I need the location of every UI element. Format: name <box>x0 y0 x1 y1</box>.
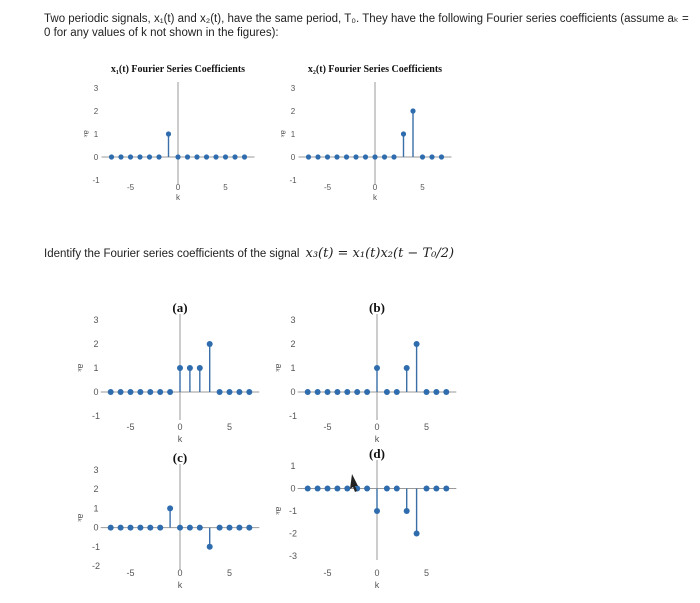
stem-marker-x2 <box>325 154 330 159</box>
stem-marker-c <box>157 525 163 531</box>
stem-marker-b <box>305 389 311 395</box>
stem-marker-x1 <box>223 154 228 159</box>
stem-marker-b <box>404 365 410 371</box>
stem-marker-b <box>414 341 420 347</box>
y-axis-label-d: aₖ <box>274 506 284 516</box>
stem-marker-b <box>433 389 439 395</box>
stem-marker-x1 <box>213 154 218 159</box>
x-tick-label-x1: 0 <box>175 183 181 192</box>
equation: x₃(t) = x₁(t)x₂(t − T₀/2) <box>305 246 455 261</box>
stem-marker-c <box>147 525 153 531</box>
stem-marker-c <box>187 525 193 531</box>
stem-marker-x1 <box>185 154 190 159</box>
chart-title-a: (a) <box>172 300 188 315</box>
stem-marker-x2 <box>401 131 406 136</box>
y-tick-label-d: 1 <box>290 461 296 471</box>
y-tick-label-c: 3 <box>93 465 99 475</box>
stem-marker-a <box>157 389 163 395</box>
stem-marker-a <box>217 389 223 395</box>
stem-marker-c <box>108 525 114 531</box>
y-tick-label-c: -2 <box>91 561 101 571</box>
x-tick-label-a: 5 <box>226 422 233 432</box>
x-tick-label-b: 5 <box>423 422 430 432</box>
stem-marker-x2 <box>315 154 320 159</box>
stem-marker-b <box>374 365 380 371</box>
stem-marker-d <box>344 486 350 492</box>
y-tick-label-d: -1 <box>288 506 298 516</box>
y-tick-label-d: 0 <box>290 483 296 494</box>
stem-marker-x2 <box>382 154 387 159</box>
stem-marker-b <box>344 389 350 395</box>
stem-marker-x1 <box>156 154 161 159</box>
y-tick-label-c: -1 <box>91 541 101 552</box>
stem-marker-x2 <box>306 154 311 159</box>
y-tick-label-x2: 2 <box>290 107 296 116</box>
stem-marker-x1 <box>118 154 123 159</box>
stem-marker-b <box>443 389 449 395</box>
y-tick-label-x1: -1 <box>92 176 100 185</box>
stem-marker-a <box>227 389 233 395</box>
y-tick-label-b: 0 <box>290 387 296 397</box>
stem-marker-x1 <box>109 154 114 159</box>
y-tick-label-x1: 3 <box>93 84 99 93</box>
stem-marker-a <box>197 365 203 371</box>
y-tick-label-x1: 2 <box>93 107 99 116</box>
y-tick-label-x2: 0 <box>290 153 296 162</box>
y-tick-label-c: 1 <box>93 503 99 514</box>
stem-marker-c <box>197 525 203 531</box>
stem-marker-a <box>167 389 173 395</box>
y-axis-label-c: aₖ <box>76 513 86 523</box>
x-axis-label-c: k <box>177 580 183 590</box>
y-tick-label-b: 3 <box>290 315 296 325</box>
x-tick-label-b: -5 <box>323 422 332 432</box>
y-tick-label-a: 2 <box>93 339 99 349</box>
stem-marker-c <box>236 525 242 531</box>
x-tick-label-d: -5 <box>323 568 332 578</box>
stem-marker-b <box>354 389 360 395</box>
stem-marker-c <box>217 525 223 531</box>
stem-marker-a <box>118 389 124 395</box>
stem-marker-a <box>207 341 213 347</box>
stem-marker-x2 <box>372 154 377 159</box>
x-axis-label-d: k <box>374 580 380 590</box>
stem-marker-d <box>325 486 331 492</box>
stem-marker-x1 <box>194 154 199 159</box>
stem-marker-x1 <box>242 154 247 159</box>
y-tick-label-a: 1 <box>93 363 99 373</box>
stem-marker-b <box>315 389 321 395</box>
stem-marker-b <box>384 389 390 395</box>
stem-marker-x2 <box>420 154 425 159</box>
x-tick-label-d: 5 <box>423 568 430 578</box>
y-axis-label-b: aₖ <box>274 363 284 373</box>
stem-marker-c <box>246 525 252 531</box>
y-tick-label-a: 0 <box>93 387 99 397</box>
stem-marker-x1 <box>147 154 152 159</box>
y-tick-label-x1: 0 <box>93 153 99 162</box>
stem-marker-a <box>236 389 242 395</box>
x-tick-label-d: 0 <box>374 568 380 578</box>
x-axis-label-x2: k <box>373 193 377 202</box>
stem-marker-x1 <box>128 154 133 159</box>
stem-marker-d <box>374 508 380 514</box>
y-tick-label-a: 3 <box>93 315 99 325</box>
chart-title-b: (b) <box>369 300 385 315</box>
stem-marker-a <box>128 389 134 395</box>
y-tick-label-x2: 1 <box>290 130 296 139</box>
x-tick-label-x2: -5 <box>323 183 332 192</box>
stem-marker-x1 <box>232 154 237 159</box>
stem-marker-b <box>394 389 400 395</box>
y-tick-label-d: -2 <box>288 528 298 539</box>
x-tick-label-x1: 5 <box>223 183 228 192</box>
x-tick-label-a: 0 <box>177 422 183 432</box>
y-tick-label-b: -1 <box>288 411 298 421</box>
stem-marker-c <box>227 525 233 531</box>
stem-marker-d <box>433 486 439 492</box>
stem-marker-d <box>424 486 430 492</box>
stem-marker-x1 <box>166 131 171 136</box>
stem-marker-d <box>334 486 340 492</box>
stem-marker-c <box>118 525 124 531</box>
stem-marker-c <box>167 505 173 511</box>
stem-marker-a <box>137 389 143 395</box>
stem-marker-d <box>394 486 400 492</box>
y-tick-label-c: 0 <box>93 522 99 533</box>
chart-title-x1: x₁(t) Fourier Series Coefficients <box>110 64 246 75</box>
stem-marker-b <box>424 389 430 395</box>
x-tick-label-a: -5 <box>126 422 135 432</box>
y-axis-label-a: aₖ <box>76 363 86 373</box>
x-tick-label-b: 0 <box>374 422 380 432</box>
problem-statement: Two periodic signals, x₁(t) and x₂(t), have the same period, T₀. They have the following Fourier series coefficients (assume aₖ = 0 for any values of k not shown in the figures): <box>44 13 689 39</box>
y-tick-label-d: -3 <box>288 551 298 561</box>
question-text: Identify the Fourier series coefficients of the signal <box>44 247 300 260</box>
stem-marker-x1 <box>175 154 180 159</box>
stem-marker-d <box>384 486 390 492</box>
stem-marker-c <box>137 525 143 531</box>
chart-title-c: (c) <box>172 450 188 465</box>
y-tick-label-b: 2 <box>290 339 296 349</box>
stem-marker-c <box>177 525 183 531</box>
stem-marker-x2 <box>344 154 349 159</box>
x-tick-label-x2: 5 <box>420 183 425 192</box>
x-tick-label-c: 0 <box>177 568 183 578</box>
stem-marker-d <box>305 486 311 492</box>
x-axis-label-b: k <box>374 434 380 444</box>
stem-marker-x2 <box>334 154 339 159</box>
stem-marker-d <box>414 531 420 537</box>
stem-marker-x2 <box>363 154 368 159</box>
y-tick-label-x1: 1 <box>93 130 99 139</box>
stem-marker-a <box>187 365 193 371</box>
stem-marker-x1 <box>137 154 142 159</box>
stem-marker-a <box>147 389 153 395</box>
chart-title-x2: x₂(t) Fourier Series Coefficients <box>307 64 443 75</box>
x-axis-label-x1: k <box>176 193 180 202</box>
stem-marker-d <box>404 508 410 514</box>
stem-marker-x1 <box>204 154 209 159</box>
stem-marker-b <box>364 389 370 395</box>
x-tick-label-c: 5 <box>226 568 233 578</box>
stem-marker-c <box>207 544 213 550</box>
stem-marker-a <box>246 389 252 395</box>
x-tick-label-x2: 0 <box>372 183 378 192</box>
y-tick-label-x2: 3 <box>290 84 296 93</box>
y-tick-label-x2: -1 <box>289 176 297 185</box>
x-tick-label-x1: -5 <box>126 183 135 192</box>
y-tick-label-c: 2 <box>93 484 99 495</box>
stem-marker-b <box>325 389 331 395</box>
x-tick-label-c: -5 <box>126 568 135 578</box>
y-tick-label-b: 1 <box>290 363 296 373</box>
stem-marker-x2 <box>410 108 415 113</box>
stem-marker-x2 <box>391 154 396 159</box>
stem-marker-a <box>177 365 183 371</box>
stem-marker-a <box>108 389 114 395</box>
stem-marker-d <box>315 486 321 492</box>
stem-marker-d <box>364 486 370 492</box>
stem-marker-d <box>443 486 449 492</box>
y-axis-label-x1: aₖ <box>82 130 91 138</box>
stem-marker-c <box>128 525 134 531</box>
y-tick-label-a: -1 <box>91 411 101 421</box>
stem-marker-b <box>334 389 340 395</box>
stem-marker-x2 <box>353 154 358 159</box>
stem-marker-x2 <box>439 154 444 159</box>
chart-title-d: (d) <box>369 446 385 461</box>
y-axis-label-x2: aₖ <box>279 130 288 138</box>
stem-marker-x2 <box>429 154 434 159</box>
x-axis-label-a: k <box>177 434 183 444</box>
